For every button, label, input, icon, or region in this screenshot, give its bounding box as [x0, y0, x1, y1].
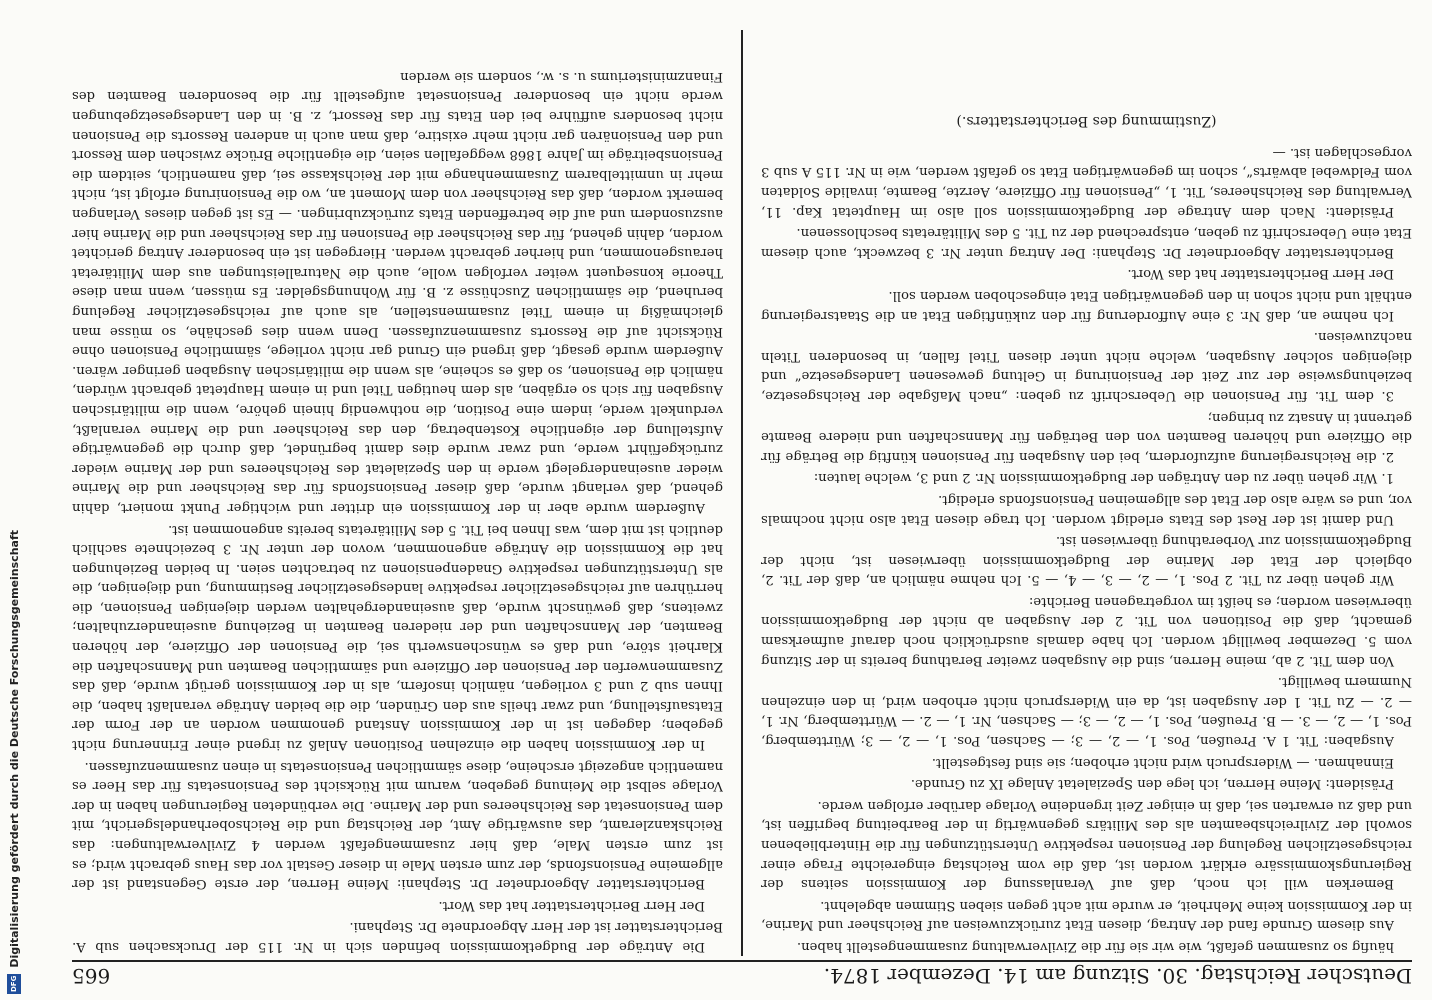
- text-columns: [72, 30, 1412, 956]
- paragraph: Berichterstatter Abgeordneter Dr. Stephani: Der Antrag unter Nr. 3 bezweckt, auch diesem Etat eine Ueberschrift zu geben, entsprechend der zu Tit. 5 des Militäretats beschlossenen.: [761, 225, 1412, 260]
- footer-note: (Zustimmung des Berichterstatters.): [956, 113, 1217, 130]
- column-divider: [741, 30, 743, 956]
- paragraph: In der Kommission haben die einzelnen Positionen Anlaß zu irgend einer Erinnerung nicht gegeben; dagegen ist in der Kommission Anstand genommen worden an der Form der Etatsaufstellung, und zwar theils aus den Gründen, die die beiden Anträge veranlaßt haben, die Ihnen sub 2 und 3 vorliegen, nämlich insofern, als in der Kommission gerügt wurde, daß das Zusammenwerfen der Pensionen der Offiziere und sämmtlichen Beamten und Mannschaften die Klarheit störe, und daß es wünschenswerth sei, die Pensionen der Offiziere, der höheren Beamten, der Mannschaften und der niederen Beamten in Beziehung auseinanderzuhalten; zweitens, daß gewünscht wurde, daß auseinandergehalten werden diejenigen Pensionen, die herrühren auf reichsgesetzlicher respektive landesgesetzlicher Bestimmung, und diejenigen, die als Unterstützungen respektive Gnadenpensionen zu betrachten seien. In beiden Beziehungen hat die Kommission die Anträge angenommen, wovon der unter Nr. 3 bezeichnete sachlich deutlich ist mit dem, was Ihnen bei Tit. 5 des Militäretats bereits angenommen ist.: [72, 521, 723, 753]
- paragraph: Von dem Tit. 2 ab, meine Herren, sind die Ausgaben zweiter Berathung bereits in der Sitzung vom 5. Dezember bewilligt worden. Ich habe damals ausdrücklich noch darauf aufmerksam gemacht, daß die Positionen von Tit. 2 der Ausgaben ab nicht der Budgetkommission überwiesen worden; es heißt im vorgetragenen Berichte:: [761, 593, 1412, 668]
- newspaper-sheet: [72, 30, 1412, 990]
- paragraph: Präsident: Nach dem Antrage der Budgetkommission soll also im Hauptetat Kap. 11, Verwaltung des Reichsheeres, Tit. 1, „Pensionen für Offiziere, Aerzte, Beamte, invalide Soldaten vom Feldwebel abwärts“, schon im gegenwärtigen Etat so gefaßt werden, wie in Nr. 115 A sub 3 vorgeschlagen ist. —: [761, 144, 1412, 219]
- paragraph: Wir gehen über zu Tit. 2 Pos. 1, — 2, — 3, — 4, — 5. Ich nehme nämlich an, daß der Tit. 2, obgleich der Etat der Marine der Budgetkommission überwiesen ist, nicht der Budgetkommission zur Vorberathung überwiesen ist.: [761, 533, 1412, 588]
- rotated-page-content: [72, 30, 1412, 990]
- digitization-credit-bar: [0, 0, 28, 1000]
- digitization-credit: Digitalisierung gefördert durch die Deutsche Forschungsgemeinschaft: [7, 530, 21, 968]
- paragraph: Der Herr Berichterstatter hat das Wort.: [438, 897, 705, 913]
- paragraph: Der Herr Berichterstatter hat das Wort.: [1127, 266, 1394, 282]
- paragraph: Und damit ist der Rest des Etats erledigt worden. Ich trage diesen Etat also nicht nochmals vor, und es wäre also der Etat des allgemeinen Pensionsfonds erledigt.: [761, 491, 1412, 527]
- paragraph: Berichterstatter Abgeordneter Dr. Stephani: Meine Herren, der erste Gegenstand ist der allgemeine Pensionsfonds, der zum ersten Male in dieser Gestalt vor das Haus gebracht wird; es ist zum ersten Male, daß hier zusammengefaßt werden 4 Zivilverwaltungen: das Reichskanzleramt, das auswärtige Amt, der Reichstag und die Reichsoberhandelsgericht, mit dem Pensionsetat des Reichsheeres und der Marine. Die verbündeten Regierungen haben in der Vorlage selbst die Meinung gegeben, warum mit Rücksicht des Pensionsetats für das Heer es namentlich angezeigt erscheine, diese sämmtlichen Pensionsetats in einen zusammenzufassen.: [72, 758, 723, 892]
- paragraph: Ich nehme an, daß Nr. 3 eine Aufforderung für den zukünftigen Etat an die Staatsregierung enthält und nicht schon in den gegenwärtigen Etat eingeschoben werden soll.: [761, 288, 1412, 323]
- paragraph: Die Anträge der Budgetkommission befinden sich in Nr. 115 der Drucksachen sub A. Berichterstatter ist der Herr Abgeordnete Dr. Stephani.: [72, 919, 723, 954]
- column-right: [72, 30, 723, 956]
- paragraph: häufig so zusammen gefaßt, wie wir sie für die Zivilverwaltung zusammengestellt haben.: [796, 939, 1394, 954]
- paragraph: Aus diesem Grunde fand der Antrag, diesen Etat zurückzuweisen auf Reichsheer und Marine, in der Kommission keine Mehrheit, er wurde mit acht gegen sieben Stimmen abgelehnt.: [761, 897, 1412, 933]
- paragraph: Außerdem wurde aber in der Kommission ein dritter und wichtiger Punkt moniert, dahin gehend, daß verlangt wurde, daß dieser Pensionsfonds für das Reichsheer und die Marine wieder auseinandergelegt werde in den Spezialetat des Reichsheeres und der Marine wieder zurückgeführt werde, und zwar wurde dies damit begründet, daß durch die gegenwärtige Aufstellung der eigentliche Kostenbetrag, den das Reichsheer und die Marine veranlaßt, verdunkelt werde, indem eine Position, die nothwendig hinein gehöre, wenn die militärischen Ausgaben für sich so ergäben, als dem heutigen Titel und in einem Hauptetat gebracht würden, nämlich die Pensionen, so daß es scheine, als wenn die militärischen Ausgaben geringer wären. Außerdem wurde gesagt, daß irgend ein Grund gar nicht vorliege, sämmtliche Pensionen ohne Rücksicht auf die Ressorts zusammenzufassen. Denn wenn dies geschähe, so müsse man gleichmäßig in einem Titel zusammenstellen, als auch auf reichsgesetzlicher Regelung beruhend, die sämmtlichen Zuschüsse z. B. für Wohnungsgelder. Es müssen, wenn man diese Theorie konsequent weiter verfolgen wolle, auch die Naturalleistungen aus dem Militäretat herausgenommen, und hierher gebracht werden. Hiergegen ist ein besonderer Antrag gerichtet worden, dahin gehend, für das Reichsheer die Pensionen für das Reichsheer und die Marine hier auszusondern und auf die betreffenden Etats zurückzubringen. — Es ist gegen dieses Verlangen bemerkt worden, daß das Reichsheer von dem Moment an, wo die Pensionirung erfolgt ist, nicht mehr in unmittelbarem Zusammenhange mit der Reichskasse sei, daß namentlich, seitdem die Pensionsbeiträge im Jahre 1868 weggefallen seien, die eigentliche Brücke zwischen dem Ressort und den Pensionären gar nicht mehr existire, daß man auch in anderen Ressorts die Pensionen nicht besonders aufführe bei den Etats für das Ressort, z. B. in den Landesgesetzgebungen werde nicht ein besonderer Pensionsetat aufgestellt für die besonderen Beamten des Finanzministeriums u. s. w., sondern sie werden: [72, 68, 723, 515]
- paragraph: Bemerken will ich noch, daß auf Veranlassung der Kommission seitens der Regierungskommissäre erklärt worden ist, daß die vom Reichstag eingereichte Frage einer reichsgesetzlichen Regelung der Pensionen respektive Unterstützungen für die Hinterbliebenen sowohl der Zivilreichsbeamten als des Militärs gegenwärtig in der Bearbeitung begriffen ist, und daß zu erwarten sei, daß in einiger Zeit irgendeine Vorlage darüber erfolgen werde.: [761, 797, 1412, 892]
- paragraph: Präsident: Meine Herren, ich lege den Spezialetat Anlage IX zu Grunde.: [910, 776, 1394, 792]
- paragraph: 1. Wir gehen über zu den Anträgen der Budgetkommission Nr. 2 und 3, welche lauten:: [813, 470, 1394, 486]
- column-left: [761, 30, 1412, 956]
- page-number: 665: [72, 964, 111, 988]
- dfg-logo-icon: DFG: [7, 974, 21, 994]
- paragraph: Ausgaben: Tit. 1 A. Preußen, Pos. 1, — 2, — 3; — Sachsen, Pos. 1, — 2, — 3; Württemberg, Pos. 1, — 2, — 3. — B. Preußen, Pos. 1, — 2, — 3; — Sachsen, Nr. 1, — 2. — Württemberg, Nr. 1, — 2. — Zu Tit. 1 der Ausgaben ist, da ein Widerspruch nicht erhoben wird, in den einzelnen Nummern bewilligt.: [761, 674, 1412, 749]
- page-title: Deutscher Reichstag. 30. Sitzung am 14. Dezember 1874.: [823, 964, 1412, 988]
- page-header: [72, 960, 1412, 990]
- paragraph: 2. die Reichsregierung aufzufordern, bei den Ausgaben für Pensionen künftig die Beträge für die Offiziere und höheren Beamten von den Beträgen für Mannschaften und niedere Beamte getrennt in Ansatz zu bringen;: [761, 409, 1412, 464]
- paragraph: 3. dem Tit. für Pensionen die Ueberschrift zu geben: „nach Maßgabe der Reichsgesetze, beziehungsweise der zur Zeit der Pensionirung in Geltung gewesenen Landesgesetze“ und diejenigen solcher Ausgaben, welche nicht unter diesen Titel fallen, in besonderen Titeln nachzuweisen.: [761, 329, 1412, 403]
- paragraph: Einnahmen. — Widerspruch wird nicht erhoben; sie sind festgestellt.: [931, 754, 1394, 770]
